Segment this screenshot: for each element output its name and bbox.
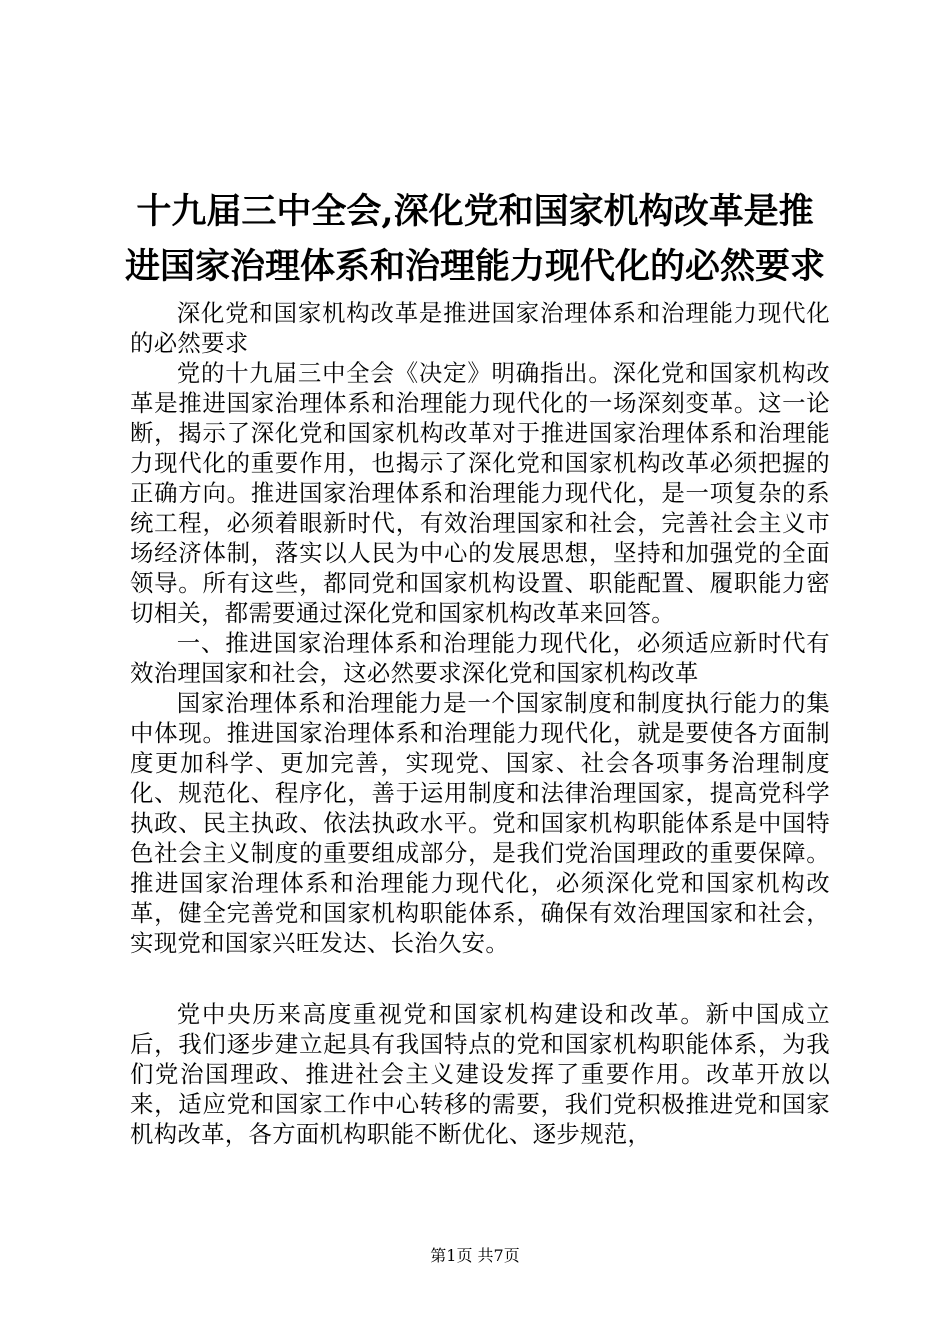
paragraph: 党中央历来高度重视党和国家机构建设和改革。新中国成立后，我们逐步建立起具有我国特点的党和国家机构职能体系，为我们党治国理政、推进社会主义建设发挥了重要作用。改革开放以来，适应党和国家工作中心转移的需要，我们党积极推进党和国家机构改革，各方面机构职能不断优化、逐步规范，	[130, 1000, 830, 1148]
section-heading: 一、推进国家治理体系和治理能力现代化，必须适应新时代有效治理国家和社会，这必然要求深化党和国家机构改革	[130, 629, 830, 687]
paragraph: 深化党和国家机构改革是推进国家治理体系和治理能力现代化的必然要求	[130, 299, 830, 357]
paragraph-gap	[130, 958, 830, 999]
page-footer: 第1页 共7页	[430, 1246, 520, 1265]
title-line-1: 十九届三中全会,深化党和国家机构改革是推	[136, 191, 814, 232]
paragraph: 国家治理体系和治理能力是一个国家制度和制度执行能力的集中体现。推进国家治理体系和治理能力现代化，就是要使各方面制度更加科学、更加完善，实现党、国家、社会各项事务治理制度化、规范化、程序化，善于运用制度和法律治理国家，提高党科学执政、民主执政、依法执政水平。党和国家机构职能体系是中国特色社会主义制度的重要组成部分，是我们党治国理政的重要保障。推进国家治理体系和治理能力现代化，必须深化党和国家机构改革，健全完善党和国家机构职能体系，确保有效治理国家和社会，实现党和国家兴旺发达、长治久安。	[130, 689, 830, 957]
page-title	[100, 184, 850, 294]
title-line-2: 进国家治理体系和治理能力现代化的必然要求	[124, 246, 825, 287]
paragraph: 党的十九届三中全会《决定》明确指出。深化党和国家机构改革是推进国家治理体系和治理能力现代化的一场深刻变革。这一论断，揭示了深化党和国家机构改革对于推进国家治理体系和治理能力现代化的重要作用，也揭示了深化党和国家机构改革必须把握的正确方向。推进国家治理体系和治理能力现代化，是一项复杂的系统工程，必须着眼新时代，有效治理国家和社会，完善社会主义市场经济体制，落实以人民为中心的发展思想，坚持和加强党的全面领导。所有这些，都同党和国家机构设置、职能配置、履职能力密切相关，都需要通过深化党和国家机构改革来回答。	[130, 359, 830, 627]
document-body	[130, 298, 830, 1149]
